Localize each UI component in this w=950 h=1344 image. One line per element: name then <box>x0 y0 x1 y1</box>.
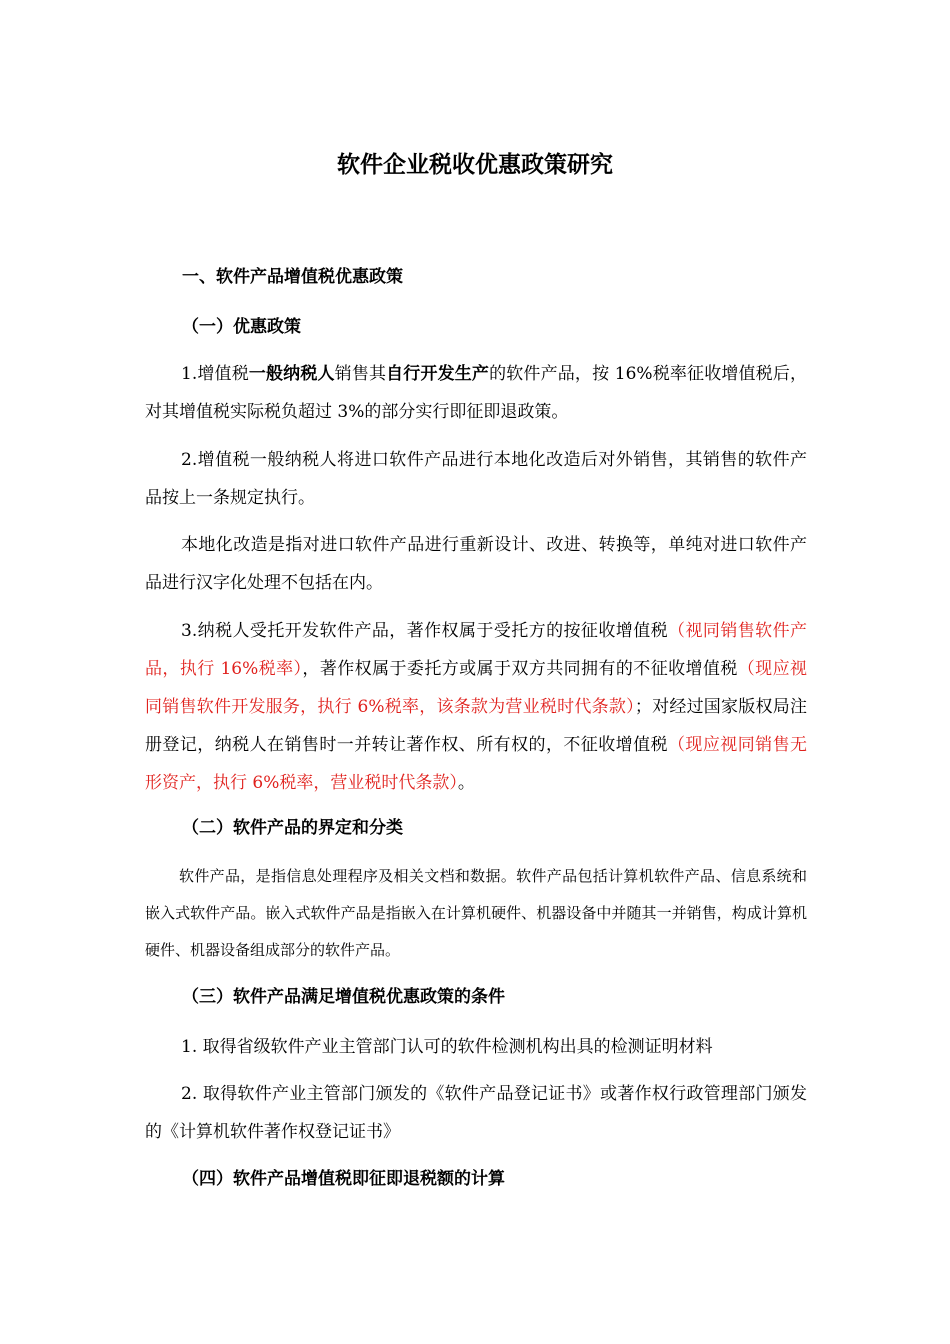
paragraph-4-note-b: （现应视同销售软件开发服务，执行 6%税率，该条款为营业税时代条款） <box>145 659 808 717</box>
paragraph-1-bold-a: 一般纳税人 <box>248 364 335 384</box>
document-title: 软件企业税收优惠政策研究 <box>337 152 613 178</box>
paragraph-4-note-a: （视同销售软件产品，执行 16%税率） <box>145 621 808 679</box>
paragraph-4-text-a: 3.纳税人受托开发软件产品，著作权属于受托方的按征收增值税 <box>181 621 669 641</box>
subsection-heading-4: （四）软件产品增值税即征即退税额的计算 <box>182 1169 505 1189</box>
subsection-heading-2: （二）软件产品的界定和分类 <box>182 818 403 838</box>
paragraph-4 <box>145 612 807 802</box>
paragraph-1-text-c: 的软件产品，按 16%税率征收增值税后，对其增值税实际税负超过 3%的部分实行即征即退政策。 <box>145 364 807 422</box>
subsection-heading-3: （三）软件产品满足增值税优惠政策的条件 <box>182 987 505 1007</box>
subsection-heading-1: （一）优惠政策 <box>182 317 301 337</box>
paragraph-4-note-c: （现应视同销售无形资产，执行 6%税率，营业税时代条款） <box>145 735 808 793</box>
paragraph-4-text-c: ；对经过国家版权局注册登记，纳税人在销售时一并转让著作权、所有权的，不征收增值税 <box>145 697 808 755</box>
section-heading: 一、软件产品增值税优惠政策 <box>182 267 403 287</box>
condition-item-1: 1. 取得省级软件产业主管部门认可的软件检测机构出具的检测证明材料 <box>181 1037 713 1057</box>
definition-paragraph: 软件产品，是指信息处理程序及相关文档和数据。软件产品包括计算机软件产品、信息系统和嵌入式软件产品。嵌入式软件产品是指嵌入在计算机硬件、机器设备中并随其一并销售，构成计算机硬件、机器设备组成部分的软件产品。 <box>145 867 807 959</box>
paragraph-1-text-a: 1.增值税 <box>181 364 249 384</box>
condition-item-2: 2. 取得软件产业主管部门颁发的《软件产品登记证书》或著作权行政管理部门颁发的《计算机软件著作权登记证书》 <box>145 1084 807 1142</box>
paragraph-4-text-d: 。 <box>457 773 475 793</box>
paragraph-1-bold-b: 自行开发生产 <box>386 364 490 384</box>
paragraph-1 <box>145 355 807 431</box>
paragraph-4-text-b: ，著作权属于委托方或属于双方共同拥有的不征收增值税 <box>302 659 738 679</box>
paragraph-1-text-b: 销售其 <box>334 364 387 384</box>
paragraph-3: 本地化改造是指对进口软件产品进行重新设计、改进、转换等，单纯对进口软件产品进行汉字化处理不包括在内。 <box>145 535 807 593</box>
paragraph-2: 2.增值税一般纳税人将进口软件产品进行本地化改造后对外销售，其销售的软件产品按上一条规定执行。 <box>145 450 807 508</box>
